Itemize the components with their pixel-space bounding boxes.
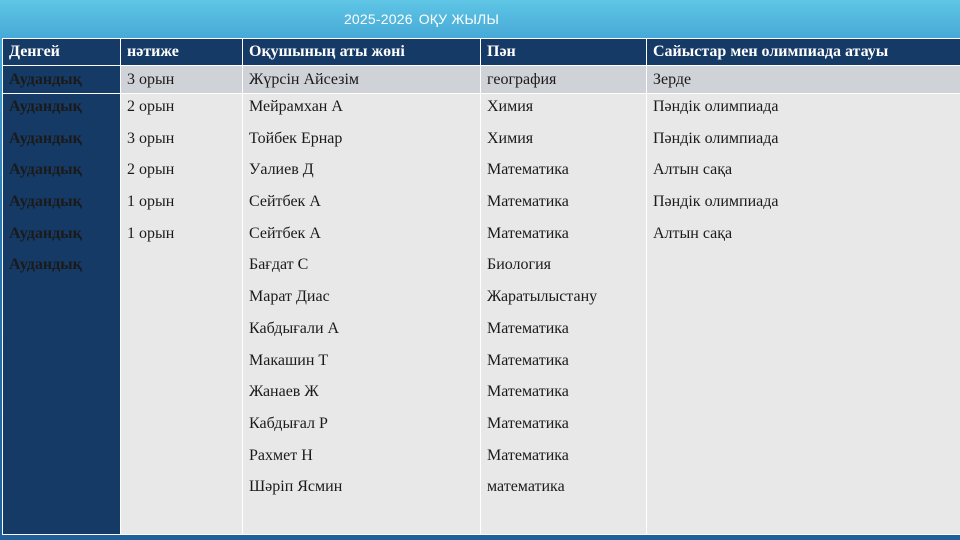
subject-line: Биология [487,256,552,274]
subject-line: Математика [487,446,569,464]
student-name-line: Кабдығали А [249,319,340,337]
level-line: Аудандық [9,224,82,242]
student-name-line: Марат Диас [249,288,330,306]
level-line: Аудандық [9,193,82,211]
subject-line: Математика [487,161,569,179]
subject-line: Химия [487,98,534,115]
level-line: Аудандық [9,129,82,147]
title-years: 2025-2026 [343,11,413,27]
student-name-line: Сейтбек А [249,224,321,242]
subject-line: Математика [487,193,569,211]
competition-cell [647,94,960,535]
student-name-line: Рахмет Н [249,446,313,464]
competition-line: Пәндік олимпиада [653,98,779,115]
competition-line: Алтын сақа [653,224,733,242]
title-label: ОҚУ ЖЫЛЫ [418,11,500,27]
level-line: Аудандық [9,161,82,179]
student-name-line: Мейрамхан А [249,98,343,115]
result-cell [121,94,243,535]
result-line: 1 орын [127,224,175,242]
student-name-line: Макашин Т [249,351,329,369]
level-line: Аудандық [9,98,82,115]
header-level: Денгей [3,39,121,66]
table-row [3,66,960,94]
student-name-line: Жанаев Ж [249,383,319,401]
result-line: 2 орын [127,161,175,179]
header-row [3,39,960,66]
subject-line: Математика [487,319,569,337]
student-name-line: Сейтбек А [249,193,321,211]
table-row [3,94,960,535]
subject-line: Математика [487,414,569,432]
subject-line: Жаратылыстану [487,288,598,306]
subject-line: Математика [487,224,569,242]
result-line: 1 орын [127,193,175,211]
level-cell: Аудандық [3,66,121,94]
result-cell: 3 орын [121,66,243,94]
subject-line: Математика [487,383,569,401]
subject-cell: география [481,66,647,94]
level-cell [3,94,121,535]
header-student-name: Оқушының аты жөні [243,39,481,66]
student-name-cell [243,94,481,535]
student-name-line: Бағдат С [249,256,309,274]
student-name-line: Уалиев Д [249,161,314,179]
student-name-cell: Жүрсін Айсезім [243,66,481,94]
subject-cell [481,94,647,535]
subject-line: Математика [487,351,569,369]
student-name-line: Тойбек Ернар [249,129,343,147]
competition-line: Алтын сақа [653,161,733,179]
header-competition: Сайыстар мен олимпиада атауы [647,39,960,66]
header-subject: Пән [481,39,647,66]
subject-line: математика [487,478,565,496]
competition-cell: Зерде [647,66,960,94]
competition-line: Пәндік олимпиада [653,193,779,211]
result-line: 3 орын [127,129,175,147]
result-line: 2 орын [127,98,175,115]
student-name-line: Кабдығал Р [249,414,328,432]
competition-line: Пәндік олимпиада [653,129,779,147]
slide-title [0,11,843,27]
subject-line: Химия [487,129,534,147]
level-line: Аудандық [9,256,82,274]
results-table [2,38,960,535]
student-name-line: Шәріп Ясмин [249,478,343,496]
header-result: нәтиже [121,39,243,66]
